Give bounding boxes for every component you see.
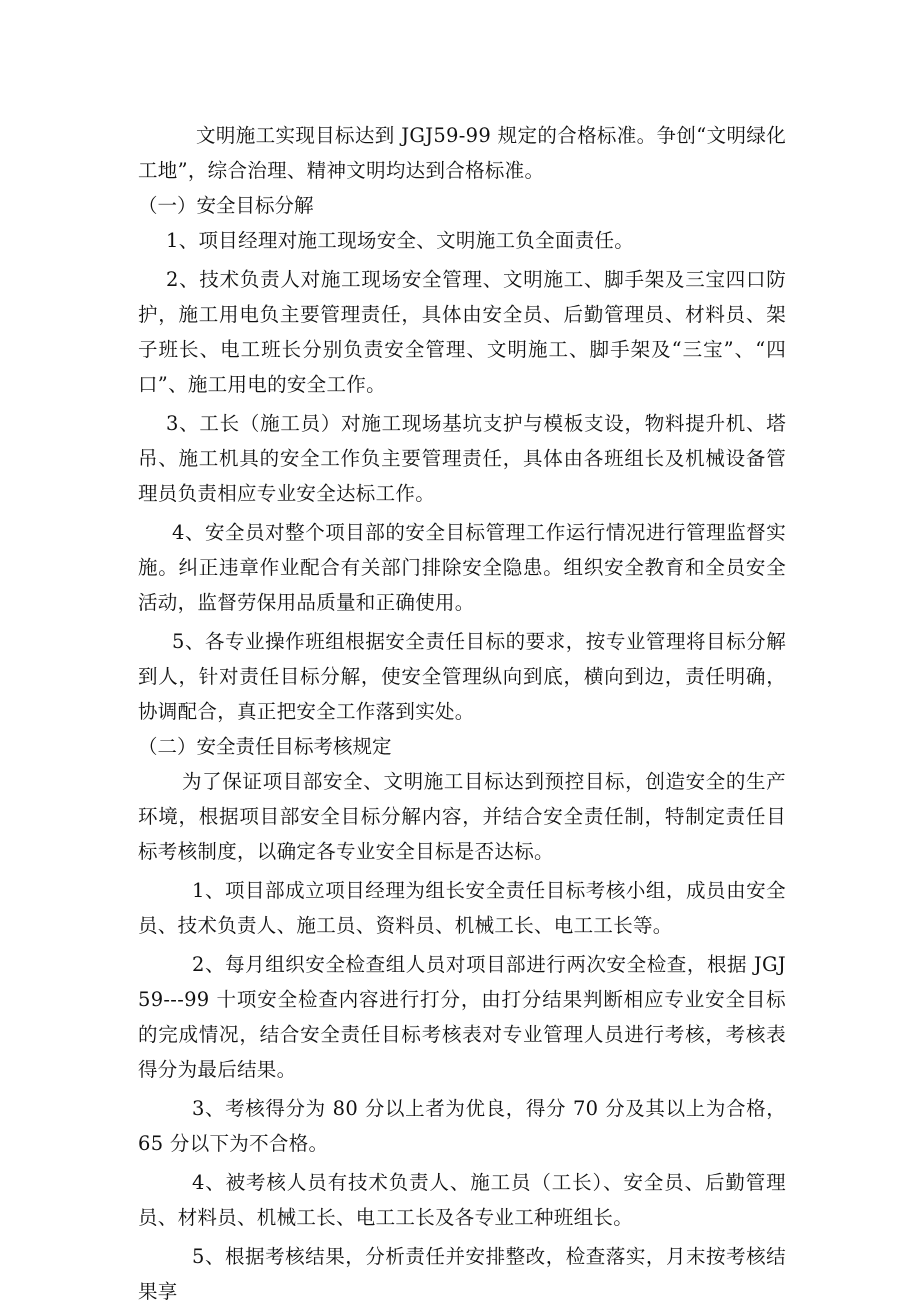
section2-item-4: 4、被考核人员有技术负责人、施工员（工长）、安全员、后勤管理员、材料员、机械工长、电工工长及各专业工种班组长。	[138, 1171, 786, 1229]
section1-item-3: 3、工长（施工员）对施工现场基坑支护与模板支设，物料提升机、塔吊、施工机具的安全工作负主要管理责任，具体由各班组长及机械设备管理员负责相应专业安全达标工作。	[138, 412, 786, 505]
document-body	[138, 118, 786, 1309]
section2-item-3: 3、考核得分为 80 分以上者为优良，得分 70 分及其以上为合格，65 分以下为不合格。	[138, 1097, 786, 1155]
section2-item-2: 2、每月组织安全检查组人员对项目部进行两次安全检查，根据 JGJ59---99 十项安全检查内容进行打分，由打分结果判断相应专业安全目标的完成情况，结合安全责任目标考核表对专业管理人员进行考核，考核表得分为最后结果。	[138, 953, 786, 1081]
section1-item-2: 2、技术负责人对施工现场安全管理、文明施工、脚手架及三宝四口防护，施工用电负主要管理责任，具体由安全员、后勤管理员、材料员、架子班长、电工班长分别负责安全管理、文明施工、脚手架及“三宝”、“四口”、施工用电的安全工作。	[138, 268, 786, 396]
intro-paragraph: 文明施工实现目标达到 JGJ59-99 规定的合格标准。争创“文明绿化工地”，综合治理、精神文明均达到合格标准。	[138, 124, 786, 182]
section2-item-5: 5、根据考核结果，分析责任并安排整改，检查落实，月末按考核结果享	[138, 1245, 786, 1303]
section2-intro-paragraph: 为了保证项目部安全、文明施工目标达到预控目标，创造安全的生产环境，根据项目部安全目标分解内容，并结合安全责任制，特制定责任目标考核制度，以确定各专业安全目标是否达标。	[138, 770, 786, 863]
section1-item-5: 5、各专业操作班组根据安全责任目标的要求，按专业管理将目标分解到人，针对责任目标分解，使安全管理纵向到底，横向到边，责任明确，协调配合，真正把安全工作落到实处。	[138, 630, 786, 723]
section1-item-1: 1、项目经理对施工现场安全、文明施工负全面责任。	[166, 229, 635, 252]
section2-item-1: 1、项目部成立项目经理为组长安全责任目标考核小组，成员由安全员、技术负责人、施工员、资料员、机械工长、电工工长等。	[138, 879, 786, 937]
section-heading-responsibility-assessment: （二）安全责任目标考核规定	[138, 735, 392, 758]
section-heading-safety-goal-breakdown: （一）安全目标分解	[138, 194, 314, 217]
section1-item-4: 4、安全员对整个项目部的安全目标管理工作运行情况进行管理监督实施。纠正违章作业配合有关部门排除安全隐患。组织安全教育和全员安全活动，监督劳保用品质量和正确使用。	[138, 521, 786, 614]
